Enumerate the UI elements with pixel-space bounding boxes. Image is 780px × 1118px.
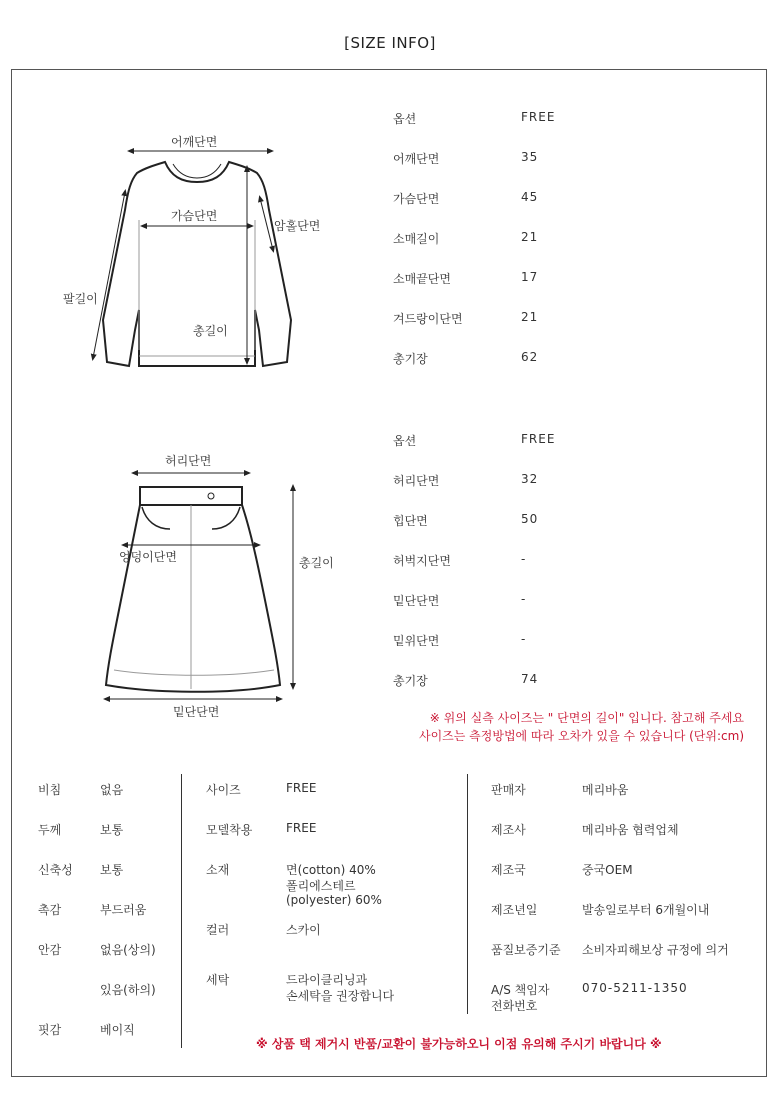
maker-label: 제조사 bbox=[491, 823, 526, 837]
top-row-value: FREE bbox=[521, 110, 556, 124]
color-label: 컬러 bbox=[206, 923, 230, 937]
feature-value: 보통 bbox=[100, 863, 124, 877]
top-row-value: 21 bbox=[521, 310, 539, 324]
seller-label: 판매자 bbox=[491, 783, 526, 797]
as-label-line2: 전화번호 bbox=[491, 999, 538, 1013]
top-row-label: 총기장 bbox=[393, 352, 428, 366]
diagram-label-armhole: 암홀단면 bbox=[274, 219, 321, 233]
date-label: 제조년일 bbox=[491, 903, 538, 917]
bottom-row-label: 허리단면 bbox=[393, 474, 440, 488]
top-row-value: 35 bbox=[521, 150, 539, 164]
bottom-row-value: 32 bbox=[521, 472, 539, 486]
material-line3: (polyester) 60% bbox=[286, 893, 382, 907]
seller-value: 메리바움 bbox=[582, 783, 629, 797]
bottom-row-label: 밑단단면 bbox=[393, 594, 440, 608]
bottom-row-value: FREE bbox=[521, 432, 556, 446]
material-line1: 면(cotton) 40% bbox=[286, 863, 376, 877]
feature-label: 신축성 bbox=[38, 863, 73, 877]
top-row-label: 소매길이 bbox=[393, 232, 440, 246]
return-note: ※ 상품 택 제거시 반품/교환이 불가능하오니 이점 유의해 주시기 바랍니다 ※ bbox=[256, 1037, 662, 1051]
size-note-line2: 사이즈는 측정방법에 따라 오차가 있을 수 있습니다 (단위:cm) bbox=[418, 729, 744, 743]
top-row-label: 옵션 bbox=[393, 112, 417, 126]
date-value: 발송일로부터 6개월이내 bbox=[582, 903, 710, 917]
diagram-label-total-top: 총길이 bbox=[193, 324, 228, 338]
as-label-line1: A/S 책임자 bbox=[491, 983, 550, 997]
bottom-row-label: 옵션 bbox=[393, 434, 417, 448]
size-label: 사이즈 bbox=[206, 783, 241, 797]
quality-value: 소비자피해보상 규정에 의거 bbox=[582, 943, 729, 957]
feature-label: 비침 bbox=[38, 783, 62, 797]
bottom-row-label: 총기장 bbox=[393, 674, 428, 688]
diagram-label-shoulder: 어깨단면 bbox=[171, 135, 218, 149]
diagram-label-hem: 밑단단면 bbox=[173, 705, 220, 719]
wash-label: 세탁 bbox=[206, 973, 230, 987]
feature-value: 베이직 bbox=[100, 1023, 135, 1037]
country-label: 제조국 bbox=[491, 863, 526, 877]
size-note-line1: ※ 위의 실측 사이즈는 " 단면의 길이" 입니다. 참고해 주세요 bbox=[429, 711, 744, 725]
maker-value: 메리바움 협력업체 bbox=[582, 823, 679, 837]
feature-label: 안감 bbox=[38, 943, 62, 957]
model-fit-label: 모델착용 bbox=[206, 823, 253, 837]
bottom-row-value: 50 bbox=[521, 512, 539, 526]
bottom-row-label: 힙단면 bbox=[393, 514, 428, 528]
material-label: 소재 bbox=[206, 863, 230, 877]
model-fit-value: FREE bbox=[286, 821, 317, 835]
diagram-label-hip: 엉덩이단면 bbox=[119, 550, 177, 564]
bottom-row-value: - bbox=[521, 632, 527, 646]
diagram-label-total-bottom: 총길이 bbox=[299, 556, 334, 570]
top-row-value: 21 bbox=[521, 230, 539, 244]
wash-line2: 손세탁을 권장합니다 bbox=[286, 989, 395, 1003]
bottom-row-value: - bbox=[521, 592, 527, 606]
top-row-value: 45 bbox=[521, 190, 539, 204]
country-value: 중국OEM bbox=[582, 863, 633, 877]
bottom-row-label: 허벅지단면 bbox=[393, 554, 451, 568]
bottom-row-value: - bbox=[521, 552, 527, 566]
size-value: FREE bbox=[286, 781, 317, 795]
diagram-label-chest: 가슴단면 bbox=[171, 209, 218, 223]
top-row-label: 어깨단면 bbox=[393, 152, 440, 166]
column-divider bbox=[181, 774, 182, 1048]
color-value: 스카이 bbox=[286, 923, 321, 937]
top-row-label: 가슴단면 bbox=[393, 192, 440, 206]
feature-label: 촉감 bbox=[38, 903, 62, 917]
top-garment-illustration bbox=[55, 130, 335, 390]
bottom-row-value: 74 bbox=[521, 672, 539, 686]
feature-value: 보통 bbox=[100, 823, 124, 837]
as-phone-value: 070-5211-1350 bbox=[582, 981, 688, 995]
wash-line1: 드라이클리닝과 bbox=[286, 973, 368, 987]
top-row-value: 17 bbox=[521, 270, 539, 284]
feature-value: 없음 bbox=[100, 783, 124, 797]
bottom-garment-illustration bbox=[90, 465, 340, 715]
feature-label: 두께 bbox=[38, 823, 62, 837]
quality-label: 품질보증기준 bbox=[491, 943, 561, 957]
feature-value: 없음(상의) bbox=[100, 943, 156, 957]
top-row-label: 겨드랑이단면 bbox=[393, 312, 463, 326]
page-title: [SIZE INFO] bbox=[344, 34, 436, 52]
feature-value: 부드러움 bbox=[100, 903, 147, 917]
feature-value: 있음(하의) bbox=[100, 983, 156, 997]
feature-label: 핏감 bbox=[38, 1023, 62, 1037]
material-line2: 폴리에스테르 bbox=[286, 879, 356, 893]
bottom-row-label: 밑위단면 bbox=[393, 634, 440, 648]
top-row-value: 62 bbox=[521, 350, 539, 364]
column-divider bbox=[467, 774, 468, 1014]
diagram-label-sleeve: 팔길이 bbox=[63, 292, 98, 306]
diagram-label-waist: 허리단면 bbox=[165, 454, 212, 468]
top-row-label: 소매끝단면 bbox=[393, 272, 451, 286]
